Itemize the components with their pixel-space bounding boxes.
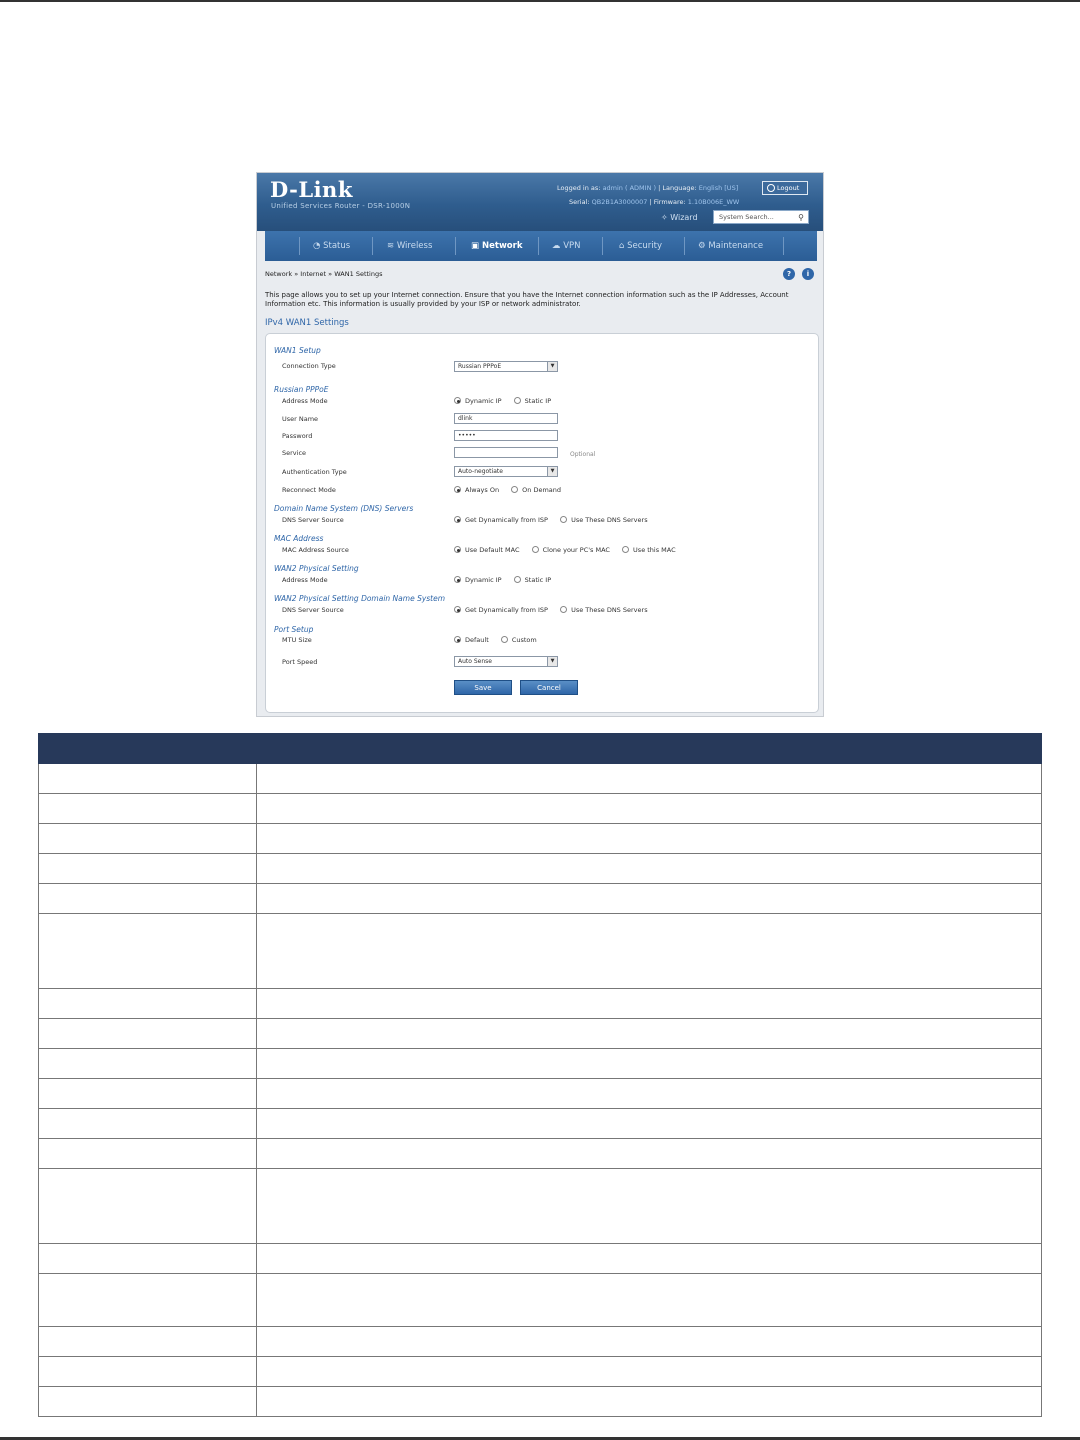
table-row	[39, 1244, 1042, 1274]
user-name-label: User Name	[282, 415, 319, 423]
lock-icon: ⌂	[619, 241, 625, 251]
table-cell	[39, 794, 257, 824]
nav-security[interactable]	[619, 231, 662, 261]
auth-type-select[interactable]	[454, 466, 558, 477]
table-row	[39, 1327, 1042, 1357]
table-row	[39, 1109, 1042, 1139]
table-cell	[257, 1019, 1042, 1049]
connection-type-value: Russian PPPoE	[458, 363, 502, 370]
table-row	[39, 1019, 1042, 1049]
group-wan2-physical: WAN2 Physical Setting	[274, 564, 359, 573]
auth-type-value: Auto-negotiate	[458, 468, 503, 475]
intro-text: This page allows you to set up your Internet connection. Ensure that you have the Internet connection information such as the IP Addresses, Account Information etc. This information is usually provided by your ISP or network administrator.	[265, 291, 789, 308]
mac-this-label: Use this MAC	[633, 546, 676, 554]
serial-label: Serial:	[569, 198, 590, 206]
dynamic-ip-label: Dynamic IP	[465, 397, 502, 405]
brand-logo: D-Link	[270, 177, 353, 202]
radio-static-ip[interactable]	[514, 397, 552, 405]
table-cell	[39, 914, 257, 989]
dns-these-label: Use These DNS Servers	[571, 516, 648, 524]
table-row	[39, 1079, 1042, 1109]
table-cell	[39, 1387, 257, 1417]
dns-dynamic-label: Get Dynamically from ISP	[465, 516, 548, 524]
search-icon[interactable]: ⚲	[798, 213, 804, 222]
dns-source-radios	[454, 516, 658, 524]
power-icon	[767, 184, 775, 192]
table-header-cell	[257, 734, 1042, 764]
group-wan2-dns: WAN2 Physical Setting Domain Name System	[274, 594, 446, 603]
nav-network[interactable]	[471, 231, 522, 261]
address-mode-label: Address Mode	[282, 397, 328, 405]
nav-wireless-label: Wireless	[396, 241, 433, 251]
wan2-static-ip-label: Static IP	[524, 576, 552, 584]
page-top-rule	[0, 0, 1080, 2]
chevron-down-icon: ▼	[547, 362, 557, 371]
address-mode-radios	[454, 397, 561, 405]
wan2-address-mode-radios	[454, 576, 561, 584]
reconnect-mode-radios	[454, 486, 571, 494]
table-cell	[39, 884, 257, 914]
password-label: Password	[282, 432, 313, 440]
group-port-setup: Port Setup	[274, 625, 314, 634]
radio-mac-clone[interactable]	[532, 546, 610, 554]
logout-button[interactable]	[762, 181, 808, 195]
mac-default-label: Use Default MAC	[465, 546, 520, 554]
radio-wan2-dynamic-ip[interactable]	[454, 576, 502, 584]
nav-vpn[interactable]	[552, 231, 581, 261]
nav-status-label: Status	[323, 241, 351, 251]
group-mac: MAC Address	[274, 534, 324, 543]
nav-divider	[684, 237, 685, 255]
connection-type-select[interactable]	[454, 361, 558, 372]
wan2-dns-dynamic-label: Get Dynamically from ISP	[465, 606, 548, 614]
table-cell	[39, 1244, 257, 1274]
table-row	[39, 1049, 1042, 1079]
table-row	[39, 794, 1042, 824]
table-cell	[257, 1357, 1042, 1387]
radio-dynamic-ip[interactable]	[454, 397, 502, 405]
table-cell	[257, 1139, 1042, 1169]
radio-off-icon	[501, 636, 508, 643]
table-cell	[39, 1019, 257, 1049]
table-cell	[39, 1274, 257, 1327]
mtu-size-label: MTU Size	[282, 636, 312, 644]
port-speed-select[interactable]	[454, 656, 558, 667]
radio-off-icon	[622, 546, 629, 553]
table-row	[39, 1139, 1042, 1169]
radio-off-icon	[511, 486, 518, 493]
table-row	[39, 1169, 1042, 1244]
table-cell	[257, 914, 1042, 989]
table-cell	[39, 1357, 257, 1387]
save-button[interactable]: Save	[454, 680, 512, 695]
search-placeholder: System Search...	[719, 213, 774, 221]
group-russian-pppoe: Russian PPPoE	[274, 385, 329, 394]
nav-divider	[783, 237, 784, 255]
table-cell	[257, 824, 1042, 854]
wan2-address-mode-label: Address Mode	[282, 576, 328, 584]
chevron-down-icon: ▼	[547, 657, 557, 666]
logged-in-label: Logged in as:	[557, 184, 601, 192]
connection-type-label: Connection Type	[282, 362, 336, 370]
table-cell	[257, 1244, 1042, 1274]
reconnect-mode-label: Reconnect Mode	[282, 486, 336, 494]
language-label: Language:	[662, 184, 697, 192]
wan2-dns-source-radios	[454, 606, 658, 614]
radio-wan2-static-ip[interactable]	[514, 576, 552, 584]
logged-in-user[interactable]: admin ( ADMIN )	[602, 184, 657, 192]
mac-clone-label: Clone your PC's MAC	[542, 546, 610, 554]
wan2-dns-source-label: DNS Server Source	[282, 606, 344, 614]
nav-maintenance[interactable]	[698, 231, 763, 261]
table-cell	[39, 1139, 257, 1169]
table-cell	[39, 854, 257, 884]
radio-on-icon	[454, 576, 461, 583]
table-row	[39, 1274, 1042, 1327]
nav-wireless[interactable]	[387, 231, 432, 261]
breadcrumb-current: WAN1 Settings	[334, 270, 383, 278]
login-info: Logged in as: admin ( ADMIN ) | Language: English [US]	[557, 184, 739, 192]
group-wan1-setup: WAN1 Setup	[274, 346, 321, 355]
port-speed-label: Port Speed	[282, 658, 318, 666]
wizard-link[interactable]	[661, 213, 698, 222]
radio-off-icon	[532, 546, 539, 553]
table-cell	[39, 989, 257, 1019]
user-name-input[interactable]: dlink	[454, 413, 558, 424]
nav-divider	[538, 237, 539, 255]
wifi-icon: ≋	[387, 241, 395, 251]
mtu-default-label: Default	[465, 636, 489, 644]
device-info: Serial: QB2B1A3000007 | Firmware: 1.10B006E_WW	[569, 198, 740, 206]
table-cell	[257, 1274, 1042, 1327]
language-selector[interactable]: English [US]	[698, 184, 739, 192]
table-cell	[39, 824, 257, 854]
gear-icon: ⚙	[698, 241, 706, 251]
wizard-label: Wizard	[670, 213, 698, 222]
help-icon[interactable]: ?	[783, 268, 795, 280]
serial-value: QB2B1A3000007	[591, 198, 648, 206]
radio-on-icon	[454, 516, 461, 523]
section-title: IPv4 WAN1 Settings	[265, 318, 349, 328]
radio-on-icon	[454, 636, 461, 643]
gauge-icon: ◔	[313, 241, 321, 251]
wand-icon: ✧	[661, 213, 668, 222]
nav-divider	[602, 237, 603, 255]
info-icon[interactable]: i	[802, 268, 814, 280]
wan2-dns-these-label: Use These DNS Servers	[571, 606, 648, 614]
table-row	[39, 1387, 1042, 1417]
table-row	[39, 854, 1042, 884]
firmware-label: Firmware:	[653, 198, 686, 206]
dns-source-label: DNS Server Source	[282, 516, 344, 524]
description-table	[38, 733, 1042, 1417]
service-label: Service	[282, 449, 307, 457]
radio-dns-dynamic[interactable]	[454, 516, 548, 524]
cloud-icon: ☁	[552, 241, 561, 251]
radio-on-icon	[454, 546, 461, 553]
table-cell	[257, 794, 1042, 824]
always-on-label: Always On	[465, 486, 500, 494]
radio-always-on[interactable]	[454, 486, 499, 494]
radio-mac-this[interactable]	[622, 546, 676, 554]
breadcrumb-separator: »	[294, 270, 299, 278]
radio-off-icon	[560, 516, 567, 523]
radio-mtu-default[interactable]	[454, 636, 489, 644]
table-cell	[39, 1169, 257, 1244]
mac-source-label: MAC Address Source	[282, 546, 349, 554]
table-cell	[39, 1079, 257, 1109]
radio-on-icon	[454, 397, 461, 404]
table-cell	[257, 884, 1042, 914]
table-cell	[39, 1049, 257, 1079]
nav-divider	[299, 237, 300, 255]
radio-mac-default[interactable]	[454, 546, 520, 554]
radio-off-icon	[514, 397, 521, 404]
system-search-input[interactable]	[713, 210, 809, 224]
radio-on-icon	[454, 606, 461, 613]
product-subtitle: Unified Services Router - DSR-1000N	[271, 202, 411, 210]
service-input[interactable]	[454, 447, 558, 458]
radio-wan2-dns-these[interactable]	[560, 606, 648, 614]
table-cell	[39, 1109, 257, 1139]
table-header-cell	[39, 734, 257, 764]
breadcrumb-internet[interactable]: Internet	[300, 270, 327, 278]
group-dns: Domain Name System (DNS) Servers	[274, 504, 414, 513]
table-row	[39, 764, 1042, 794]
table-row	[39, 989, 1042, 1019]
table-row	[39, 884, 1042, 914]
nav-status[interactable]	[313, 231, 350, 261]
breadcrumb-network[interactable]: Network	[265, 270, 293, 278]
mtu-custom-label: Custom	[511, 636, 537, 644]
router-header	[257, 173, 823, 231]
static-ip-label: Static IP	[524, 397, 552, 405]
table-cell	[257, 1109, 1042, 1139]
table-cell	[257, 764, 1042, 794]
main-nav	[265, 231, 817, 261]
password-input[interactable]: •••••	[454, 430, 558, 441]
table-cell	[257, 1327, 1042, 1357]
table-cell	[39, 764, 257, 794]
table-header-row	[39, 734, 1042, 764]
radio-dns-these[interactable]	[560, 516, 648, 524]
firmware-value: 1.10B006E_WW	[687, 198, 740, 206]
optional-note: Optional	[570, 451, 596, 458]
wan2-dynamic-ip-label: Dynamic IP	[465, 576, 502, 584]
settings-panel	[265, 333, 819, 713]
breadcrumb-separator: »	[328, 270, 333, 278]
radio-on-demand[interactable]	[511, 486, 561, 494]
cancel-button[interactable]: Cancel	[520, 680, 578, 695]
breadcrumb	[265, 270, 382, 278]
auth-type-label: Authentication Type	[282, 468, 347, 476]
logout-label: Logout	[777, 184, 800, 192]
mtu-size-radios	[454, 636, 547, 644]
router-screenshot	[256, 172, 824, 717]
nav-network-label: Network	[482, 241, 523, 251]
mac-source-radios	[454, 546, 686, 554]
table-cell	[39, 1327, 257, 1357]
table-cell	[257, 854, 1042, 884]
table-row	[39, 824, 1042, 854]
table-cell	[257, 1387, 1042, 1417]
radio-wan2-dns-dynamic[interactable]	[454, 606, 548, 614]
nav-divider	[372, 237, 373, 255]
table-cell	[257, 989, 1042, 1019]
on-demand-label: On Demand	[522, 486, 562, 494]
nav-maintenance-label: Maintenance	[708, 241, 764, 251]
table-cell	[257, 1049, 1042, 1079]
radio-off-icon	[560, 606, 567, 613]
nav-divider	[455, 237, 456, 255]
monitor-icon: ▣	[471, 241, 480, 251]
table-cell	[257, 1169, 1042, 1244]
radio-off-icon	[514, 576, 521, 583]
port-speed-value: Auto Sense	[458, 658, 492, 665]
table-row	[39, 914, 1042, 989]
radio-on-icon	[454, 486, 461, 493]
nav-security-label: Security	[627, 241, 663, 251]
radio-mtu-custom[interactable]	[501, 636, 537, 644]
chevron-down-icon: ▼	[547, 467, 557, 476]
table-row	[39, 1357, 1042, 1387]
table-cell	[257, 1079, 1042, 1109]
nav-vpn-label: VPN	[563, 241, 581, 251]
